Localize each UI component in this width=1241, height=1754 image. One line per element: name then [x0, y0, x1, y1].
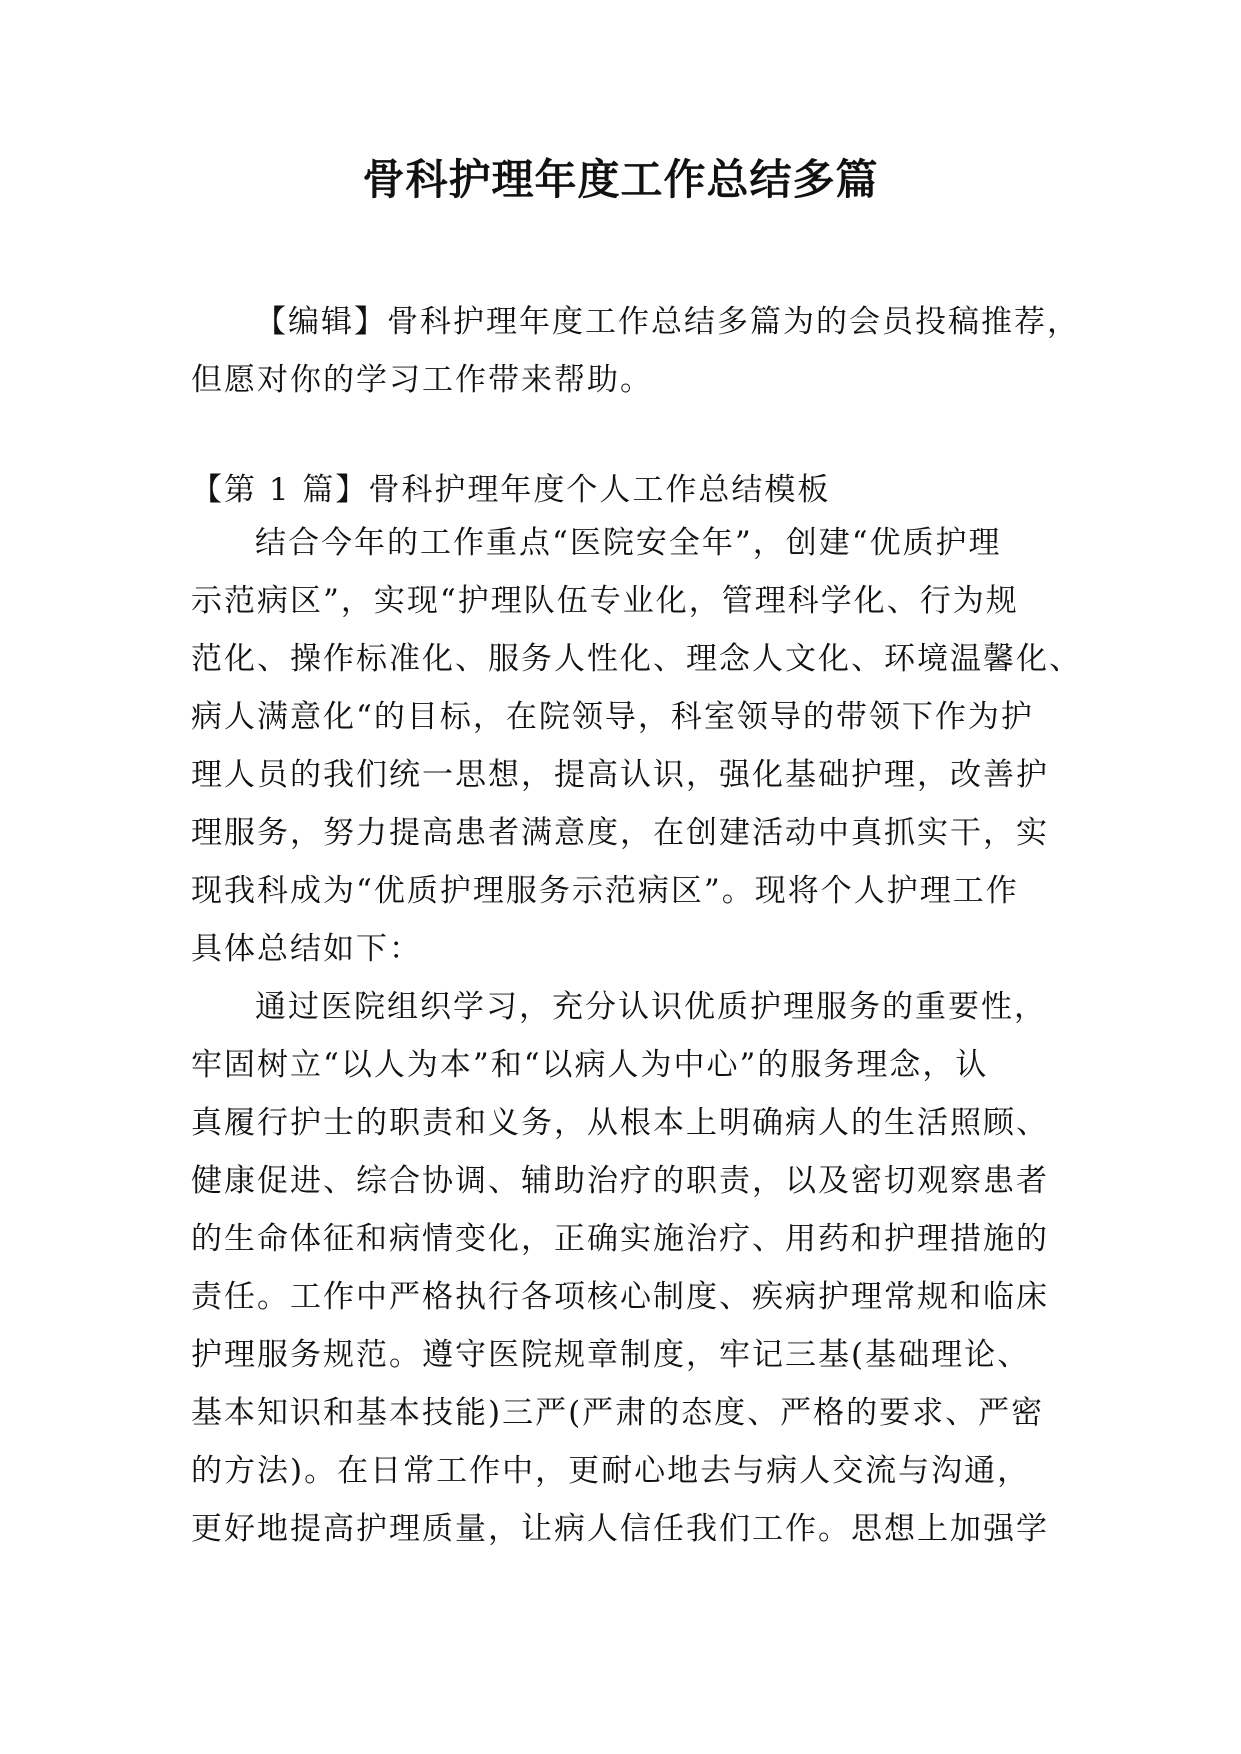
- paragraph-1-line-1: 结合今年的工作重点“医院安全年”，创建“优质护理: [255, 525, 1002, 561]
- paragraph-2-line-3: 真履行护士的职责和义务，从根本上明确病人的生活照顾、: [191, 1105, 1049, 1141]
- editor-note-line-2: 但愿对你的学习工作带来帮助。: [191, 362, 653, 398]
- section-heading: 【第 1 篇】骨科护理年度个人工作总结模板: [191, 472, 831, 508]
- paragraph-2-line-5: 的生命体征和病情变化，正确实施治疗、用药和护理措施的: [191, 1221, 1049, 1257]
- editor-note-line-1: 【编辑】骨科护理年度工作总结多篇为的会员投稿推荐，: [255, 304, 1080, 340]
- paragraph-2-line-8: 基本知识和基本技能)三严(严肃的态度、严格的要求、严密: [191, 1395, 1045, 1431]
- paragraph-1-line-6: 理服务，努力提高患者满意度，在创建活动中真抓实干，实: [191, 815, 1049, 851]
- paragraph-2-line-9: 的方法)。在日常工作中，更耐心地去与病人交流与沟通，: [191, 1453, 1031, 1489]
- document-title: 骨科护理年度工作总结多篇: [362, 155, 879, 204]
- paragraph-1-line-4: 病人满意化“的目标，在院领导，科室领导的带领下作为护: [191, 699, 1034, 735]
- paragraph-1-line-5: 理人员的我们统一思想，提高认识，强化基础护理，改善护: [191, 757, 1049, 793]
- paragraph-2-line-1: 通过医院组织学习，充分认识优质护理服务的重要性，: [255, 989, 1047, 1025]
- paragraph-2-line-2: 牢固树立“以人为本”和“以病人为中心”的服务理念，认: [191, 1047, 989, 1083]
- paragraph-2-line-4: 健康促进、综合协调、辅助治疗的职责，以及密切观察患者: [191, 1163, 1049, 1199]
- paragraph-2-line-10: 更好地提高护理质量，让病人信任我们工作。思想上加强学: [191, 1511, 1049, 1547]
- paragraph-1-line-2: 示范病区”，实现“护理队伍专业化，管理科学化、行为规: [191, 583, 1019, 619]
- paragraph-2-line-6: 责任。工作中严格执行各项核心制度、疾病护理常规和临床: [191, 1279, 1049, 1315]
- paragraph-1-line-8: 具体总结如下：: [191, 931, 422, 967]
- paragraph-2-line-7: 护理服务规范。遵守医院规章制度，牢记三基(基础理论、: [191, 1337, 1031, 1373]
- paragraph-1-line-7: 现我科成为“优质护理服务示范病区”。现将个人护理工作: [191, 873, 1019, 909]
- paragraph-1-line-3: 范化、操作标准化、服务人性化、理念人文化、环境温馨化、: [191, 641, 1082, 677]
